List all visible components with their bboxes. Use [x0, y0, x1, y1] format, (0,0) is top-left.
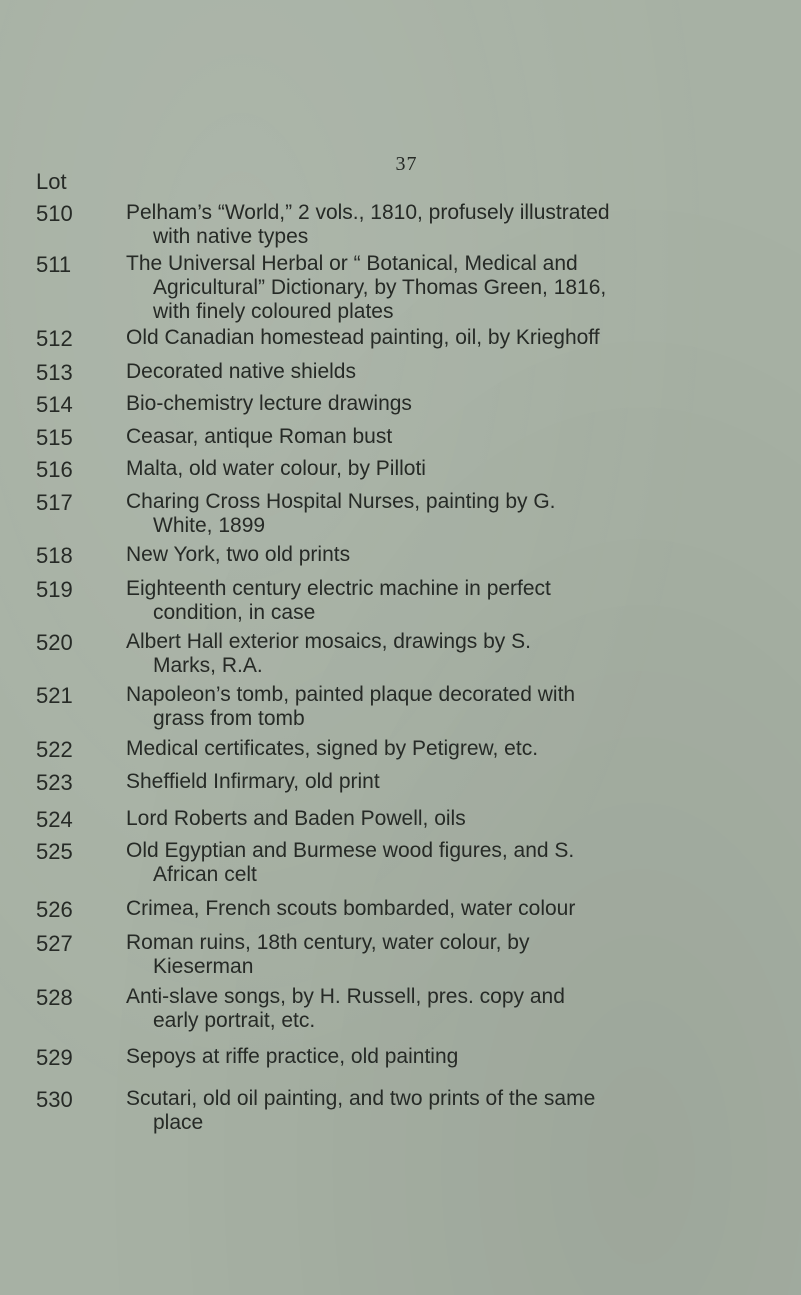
- description-line: with finely coloured plates: [153, 300, 394, 323]
- description-line: Kieserman: [153, 955, 254, 978]
- lot-number: 515: [36, 425, 73, 450]
- lot-description: [126, 683, 766, 731]
- lot-number: 518: [36, 543, 73, 568]
- description-line: Sepoys at riffe practice, old painting: [126, 1045, 459, 1068]
- description-line: Ceasar, antique Roman bust: [126, 425, 393, 448]
- lot-number: 517: [36, 490, 73, 515]
- lot-description: [126, 392, 766, 416]
- lot-number: 514: [36, 392, 73, 417]
- lot-description: [126, 737, 766, 761]
- lot-number: 528: [36, 985, 73, 1010]
- lot-description: [126, 326, 766, 350]
- lot-description: [126, 931, 766, 979]
- description-line: Old Canadian homestead painting, oil, by Krieghoff: [126, 326, 600, 349]
- lot-description: [126, 897, 766, 921]
- lot-number: 510: [36, 201, 73, 226]
- lot-description: [126, 839, 766, 887]
- description-line: New York, two old prints: [126, 543, 351, 566]
- lot-number: 523: [36, 770, 73, 795]
- lot-number: 522: [36, 737, 73, 762]
- lot-number: 524: [36, 807, 73, 832]
- description-line: Marks, R.A.: [153, 654, 263, 677]
- lot-description: [126, 360, 766, 384]
- description-line: place: [153, 1111, 204, 1134]
- lot-number: 519: [36, 577, 73, 602]
- lot-description: [126, 457, 766, 481]
- description-line: condition, in case: [153, 601, 316, 624]
- description-line: Charing Cross Hospital Nurses, painting by G.: [126, 490, 556, 513]
- description-line: Anti-slave songs, by H. Russell, pres. copy and: [126, 985, 565, 1008]
- lot-description: [126, 201, 766, 249]
- lot-description: [126, 1087, 766, 1135]
- description-line: Eighteenth century electric machine in perfect: [126, 577, 551, 600]
- description-line: Pelham’s “World,” 2 vols., 1810, profusely illustrated: [126, 201, 610, 224]
- description-line: with native types: [153, 225, 309, 248]
- description-line: Napoleon’s tomb, painted plaque decorated with: [126, 683, 576, 706]
- lot-number: 521: [36, 683, 73, 708]
- lot-description: [126, 985, 766, 1033]
- lot-description: [126, 630, 766, 678]
- description-line: Lord Roberts and Baden Powell, oils: [126, 807, 466, 830]
- lot-description: [126, 252, 766, 324]
- lot-column-header: Lot: [36, 169, 67, 194]
- description-line: White, 1899: [153, 514, 266, 537]
- description-line: Malta, old water colour, by Pilloti: [126, 457, 426, 480]
- description-line: Bio-chemistry lecture drawings: [126, 392, 412, 415]
- lot-description: [126, 807, 766, 831]
- lot-description: [126, 770, 766, 794]
- lot-number: 512: [36, 326, 73, 351]
- lot-number: 529: [36, 1045, 73, 1070]
- description-line: Medical certificates, signed by Petigrew, etc.: [126, 737, 539, 760]
- lot-number: 516: [36, 457, 73, 482]
- description-line: Agricultural” Dictionary, by Thomas Green, 1816,: [153, 276, 607, 299]
- description-line: The Universal Herbal or “ Botanical, Medical and: [126, 252, 578, 275]
- description-line: Roman ruins, 18th century, water colour, by: [126, 931, 530, 954]
- description-line: Old Egyptian and Burmese wood figures, and S.: [126, 839, 575, 862]
- lot-description: [126, 577, 766, 625]
- lot-number: 526: [36, 897, 73, 922]
- lot-description: [126, 490, 766, 538]
- description-line: Sheffield Infirmary, old print: [126, 770, 380, 793]
- lot-number: 530: [36, 1087, 73, 1112]
- lot-description: [126, 543, 766, 567]
- lot-number: 511: [36, 252, 72, 277]
- description-line: Crimea, French scouts bombarded, water colour: [126, 897, 576, 920]
- description-line: Decorated native shields: [126, 360, 356, 383]
- lot-number: 525: [36, 839, 73, 864]
- lot-description: [126, 1045, 766, 1069]
- lot-number: 527: [36, 931, 73, 956]
- description-line: early portrait, etc.: [153, 1009, 316, 1032]
- description-line: grass from tomb: [153, 707, 305, 730]
- description-line: Albert Hall exterior mosaics, drawings by S.: [126, 630, 531, 653]
- lot-number: 520: [36, 630, 73, 655]
- description-line: African celt: [153, 863, 257, 886]
- lot-description: [126, 425, 766, 449]
- page-number: 37: [395, 153, 418, 175]
- description-line: Scutari, old oil painting, and two prints of the same: [126, 1087, 596, 1110]
- lot-number: 513: [36, 360, 73, 385]
